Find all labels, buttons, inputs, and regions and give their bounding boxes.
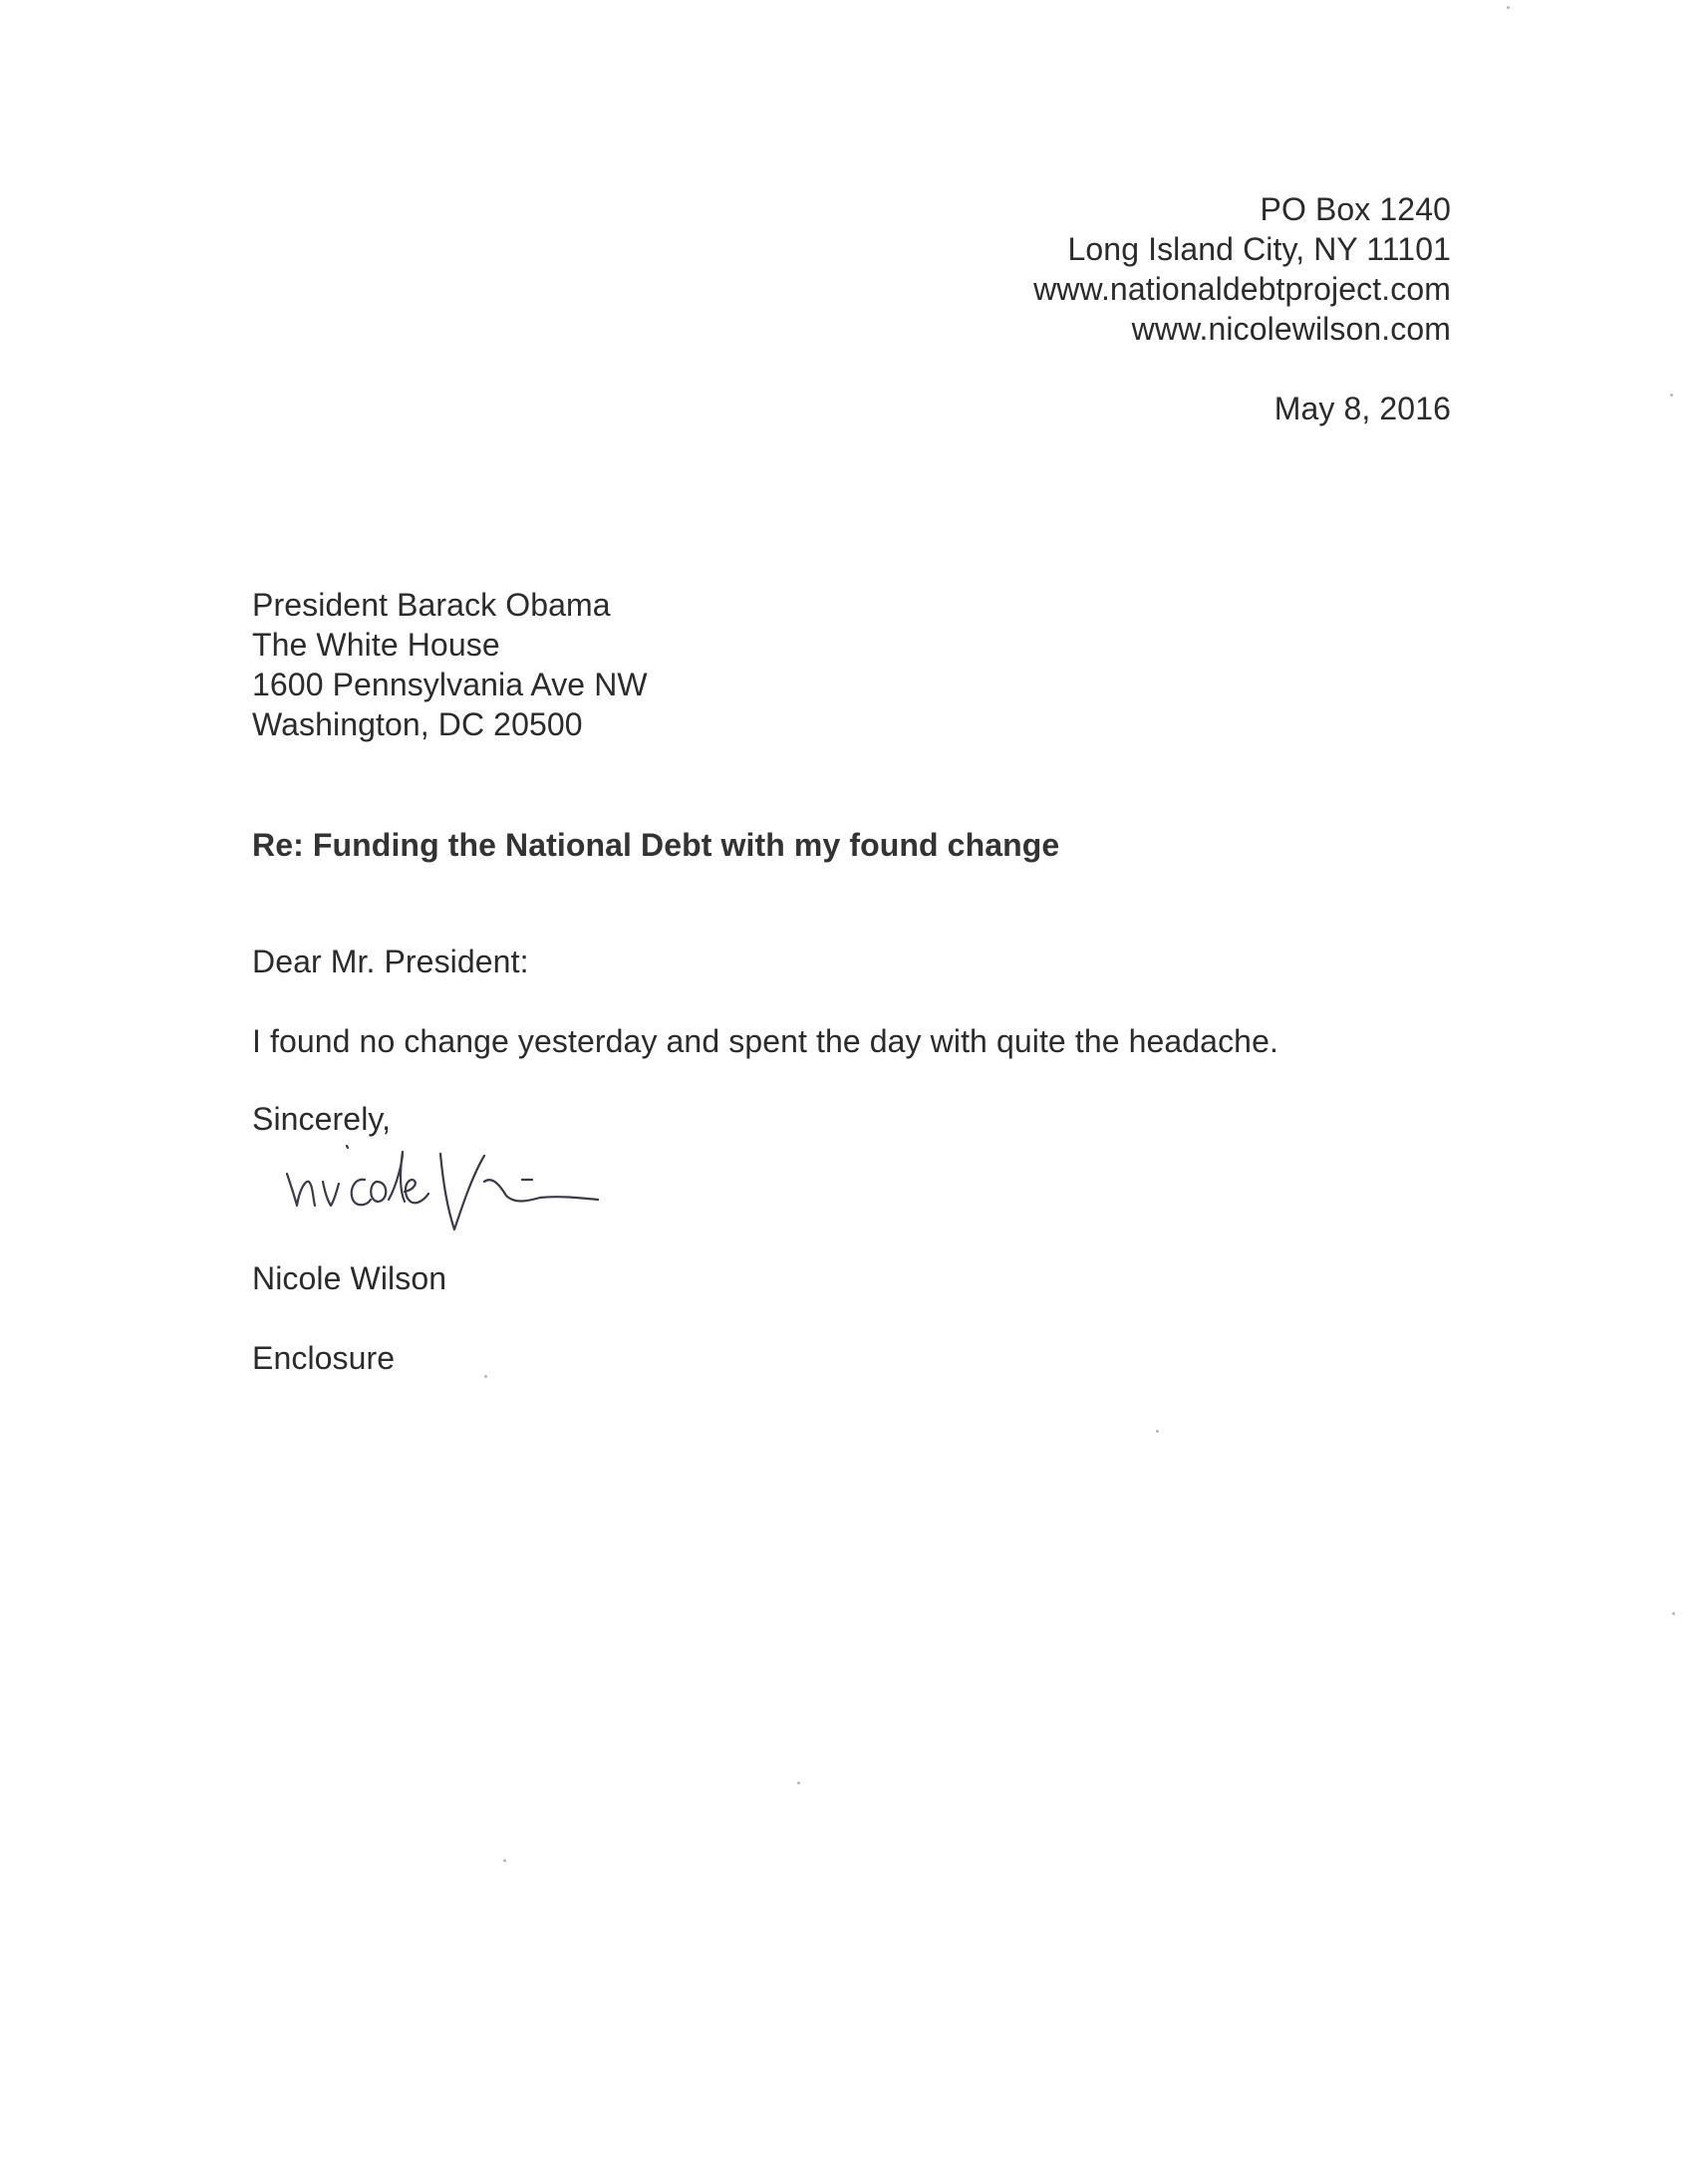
scan-speck [484,1375,487,1378]
signer-name: Nicole Wilson [252,1260,447,1296]
scan-speck [797,1781,800,1784]
scan-speck [1507,6,1510,9]
sender-city-state-zip: Long Island City, NY 11101 [1067,231,1451,267]
closing: Sincerely, [252,1101,392,1137]
enclosure-note: Enclosure [252,1340,396,1376]
salutation: Dear Mr. President: [252,944,529,979]
scan-speck [1670,394,1673,397]
sender-website-2: www.nicolewilson.com [1131,311,1451,347]
subject-line: Re: Funding the National Debt with my found change [252,827,1060,863]
scan-speck [1672,1612,1675,1615]
body-paragraph: I found no change yesterday and spent the day with quite the headache. [252,1023,1278,1059]
handwritten-signature [279,1126,678,1245]
recipient-name: President Barack Obama [252,587,611,623]
recipient-organization: The White House [252,627,500,663]
recipient-street: 1600 Pennsylvania Ave NW [252,667,648,702]
recipient-city-state-zip: Washington, DC 20500 [252,706,583,742]
sender-po-box: PO Box 1240 [1260,191,1451,227]
letter-date: May 8, 2016 [1273,391,1451,426]
recipient-address-block [252,585,648,744]
sender-website-1: www.nationaldebtproject.com [1033,271,1451,307]
sender-address-block [1033,189,1451,349]
scan-speck [503,1859,506,1862]
scan-speck [1156,1430,1159,1433]
